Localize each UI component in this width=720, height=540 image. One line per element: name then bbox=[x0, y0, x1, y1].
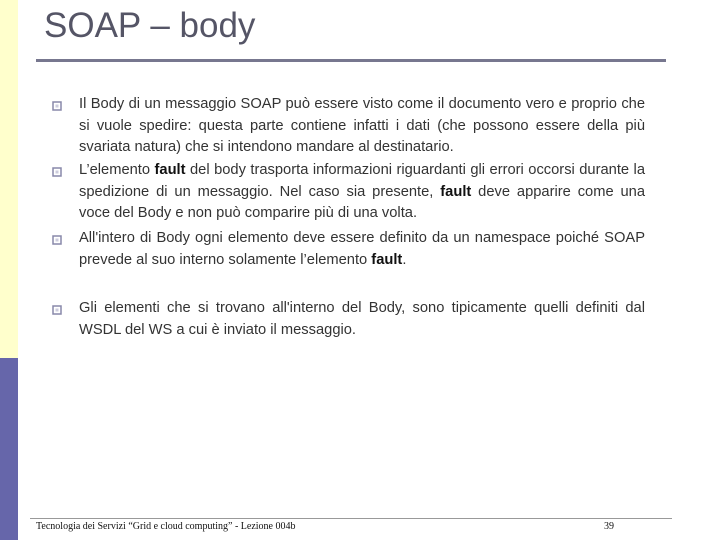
text-run: All'intero di Body ogni elemento deve essere definito da un namespace poiché SOAP prevede al suo interno solamente l’elemento bbox=[79, 230, 645, 268]
side-bar-top bbox=[0, 0, 18, 358]
bullet-text-1 bbox=[79, 94, 645, 159]
text-run: L’elemento bbox=[79, 162, 155, 178]
bullet-text-3 bbox=[79, 228, 645, 271]
bold-keyword: fault bbox=[371, 251, 403, 268]
bold-keyword: fault bbox=[154, 162, 186, 178]
page-number: 39 bbox=[604, 521, 614, 532]
text-run: del body trasporta informazioni riguardanti gli errori occorsi durante la spedizione di un messaggio. Nel caso sia presente, bbox=[79, 162, 645, 200]
square-bullet-icon bbox=[52, 101, 62, 111]
side-bar-bottom bbox=[0, 358, 18, 540]
text-run: Gli elementi che si trovano all'interno del Body, sono tipicamente quelli definiti dal WSDL del WS a cui è inviato il messaggio. bbox=[79, 300, 645, 338]
bullet-text-4 bbox=[79, 298, 645, 341]
text-run: . bbox=[402, 251, 407, 268]
title-divider bbox=[36, 59, 666, 62]
square-bullet-icon bbox=[52, 305, 62, 315]
bullet-text-2 bbox=[79, 160, 645, 225]
square-bullet-icon bbox=[52, 167, 62, 177]
text-run: Il Body di un messaggio SOAP può essere visto come il documento vero e proprio che si vuole spedire: questa parte contiene infatti i dati (che possono essere della più svariata natura) che si intendono mandare al destinatario. bbox=[79, 96, 645, 155]
square-bullet-icon bbox=[52, 235, 62, 245]
text-run: deve apparire come una voce del Body e non può comparire più di una volta. bbox=[79, 183, 646, 221]
bold-keyword: fault bbox=[440, 183, 472, 200]
footer-divider bbox=[30, 518, 672, 519]
slide-title: SOAP – body bbox=[44, 6, 256, 45]
footer-text: Tecnologia dei Servizi “Grid e cloud computing” - Lezione 004b bbox=[36, 521, 296, 532]
